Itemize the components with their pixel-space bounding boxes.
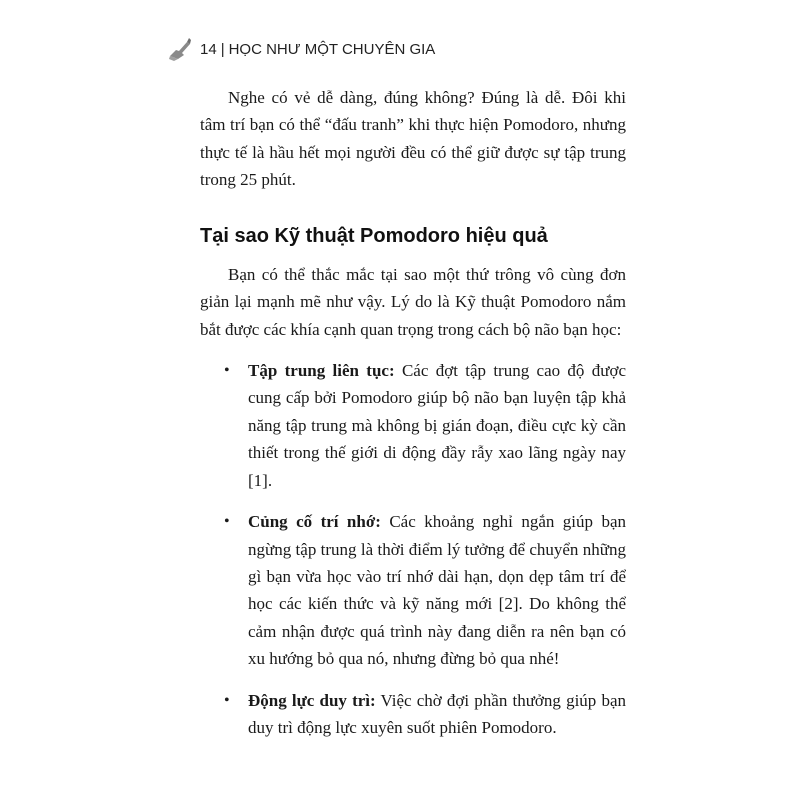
section-heading: Tại sao Kỹ thuật Pomodoro hiệu quả [200,225,548,248]
page-number: 14 [200,40,217,58]
bullet-text: Việc chờ đợi phần thưởng giúp bạn duy trì động lực xuyên suốt phiên Pomodoro. [248,690,626,737]
intro-paragraph: Nghe có vẻ dễ dàng, đúng không? Đúng là dễ. Đôi khi tâm trí bạn có thể “đấu tranh” khi thực hiện Pomodoro, nhưng thực tế là hầu hết mọi người đều có thể giữ được sự tập trung trong 25 phút. [200,88,626,189]
bullet-icon: • [224,691,230,709]
bullet-list [200,357,626,741]
hand-pointer-icon [168,36,194,62]
list-item [200,687,626,742]
bullet-term: Động lực duy trì: [248,690,376,710]
bullet-term: Tập trung liên tục: [248,361,395,381]
bullet-icon: • [224,362,230,380]
bullet-text: Các khoảng nghỉ ngắn giúp bạn ngừng tập trung là thời điểm lý tưởng để chuyển những gì bạn vừa học vào trí nhớ dài hạn, dọn dẹp tâm trí để học các kiến thức và kỹ năng mới [2]. Do không thể cảm nhận được quá trình này đang diễn ra nên bạn có xu hướng bỏ qua nó, nhưng đừng bỏ qua nhé! [248,512,626,669]
list-item [200,357,626,494]
bullet-text: Các đợt tập trung cao độ được cung cấp bởi Pomodoro giúp bộ não bạn luyện tập khả năng tập trung mà không bị gián đoạn, điều cực kỳ cần thiết trong thế giới di động đầy rẫy xao lãng ngày nay [1]. [248,361,626,490]
running-header [168,36,435,62]
book-title: HỌC NHƯ MỘT CHUYÊN GIA [228,40,436,58]
page-content [200,84,626,755]
list-item [200,508,626,672]
bullet-term: Củng cố trí nhớ: [248,512,381,532]
section-lead-paragraph: Bạn có thể thắc mắc tại sao một thứ trông vô cùng đơn giản lại mạnh mẽ như vậy. Lý do là Kỹ thuật Pomodoro nắm bắt được các khía cạnh quan trọng trong cách bộ não bạn học: [200,265,626,339]
header-separator: | [220,40,225,58]
bullet-icon: • [224,513,230,531]
